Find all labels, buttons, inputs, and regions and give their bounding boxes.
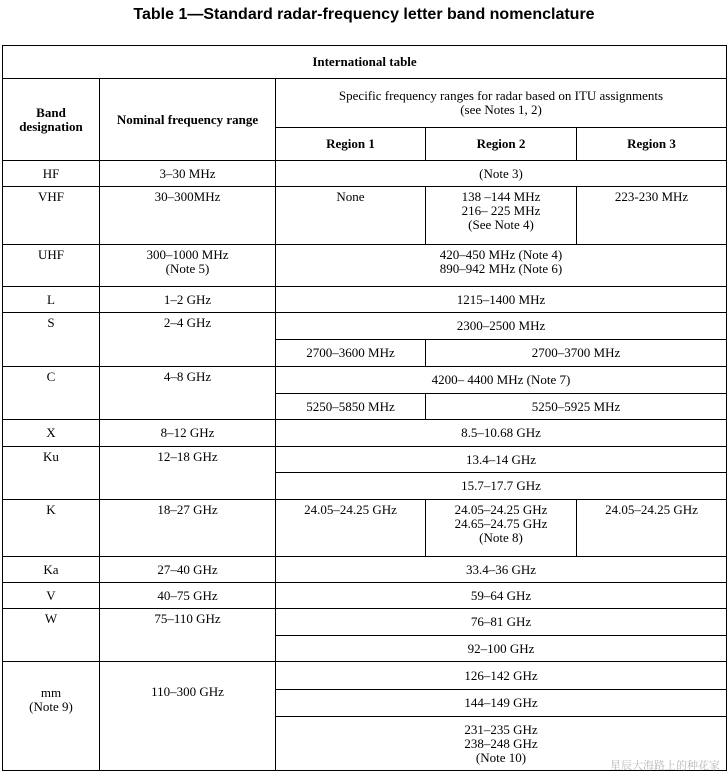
band-designation-header: Band designation — [3, 79, 100, 161]
band-cell: W — [3, 609, 100, 662]
region-1-cell: None — [276, 187, 426, 245]
range-cell: (Note 3) — [276, 161, 727, 187]
nominal-cell: 30–300MHz — [100, 187, 276, 245]
nominal-cell: 2–4 GHz — [100, 313, 276, 367]
range-cell: 15.7–17.7 GHz — [276, 473, 727, 500]
nominal-frequency-header: Nominal frequency range — [100, 79, 276, 161]
range-cell: 76–81 GHz — [276, 609, 727, 636]
table-row — [3, 557, 727, 583]
table-title: Table 1—Standard radar-frequency letter band nomenclature — [133, 6, 595, 23]
region-1-cell: 5250–5850 MHz — [276, 394, 426, 420]
table-row — [3, 245, 727, 287]
region-2-3-cell: 2700–3700 MHz — [426, 340, 727, 367]
table-row — [3, 500, 727, 557]
nominal-cell: 12–18 GHz — [100, 447, 276, 500]
range-cell: 4200– 4400 MHz (Note 7) — [276, 367, 727, 394]
region-2-cell: 24.05–24.25 GHz 24.65–24.75 GHz (Note 8) — [426, 500, 577, 557]
table-row — [3, 287, 727, 313]
range-cell: 8.5–10.68 GHz — [276, 420, 727, 447]
nominal-cell: 3–30 MHz — [100, 161, 276, 187]
watermark-text: 星辰大海路上的种花家 — [610, 759, 720, 772]
band-cell: Ku — [3, 447, 100, 500]
table-row — [3, 583, 727, 609]
nominal-cell: 4–8 GHz — [100, 367, 276, 420]
nominal-cell: 27–40 GHz — [100, 557, 276, 583]
range-cell: 2300–2500 MHz — [276, 313, 727, 340]
range-cell: 420–450 MHz (Note 4) 890–942 MHz (Note 6) — [276, 245, 727, 287]
region-3-cell: 223-230 MHz — [577, 187, 727, 245]
range-cell: 13.4–14 GHz — [276, 447, 727, 473]
region-2-3-cell: 5250–5925 MHz — [426, 394, 727, 420]
nominal-cell: 18–27 GHz — [100, 500, 276, 557]
nominal-cell: 40–75 GHz — [100, 583, 276, 609]
band-cell: X — [3, 420, 100, 447]
range-cell: 59–64 GHz — [276, 583, 727, 609]
region-2-cell: 138 –144 MHz 216– 225 MHz (See Note 4) — [426, 187, 577, 245]
range-cell: 231–235 GHz 238–248 GHz (Note 10) — [276, 717, 727, 771]
table-row — [3, 313, 727, 340]
band-cell: C — [3, 367, 100, 420]
band-cell: HF — [3, 161, 100, 187]
table-row — [3, 609, 727, 636]
international-table-header: International table — [3, 46, 727, 79]
range-cell: 1215–1400 MHz — [276, 287, 727, 313]
specific-ranges-title: Specific frequency ranges for radar based on ITU assignments — [338, 88, 664, 103]
table-row — [3, 161, 727, 187]
range-cell: 92–100 GHz — [276, 636, 727, 662]
specific-ranges-notes: (see Notes 1, 2) — [460, 102, 542, 117]
nominal-cell: 8–12 GHz — [100, 420, 276, 447]
nominal-cell: 1–2 GHz — [100, 287, 276, 313]
nominal-cell: 110–300 GHz — [100, 662, 276, 771]
table-row — [3, 367, 727, 394]
region-1-header: Region 1 — [276, 128, 426, 161]
table-row — [3, 187, 727, 245]
band-cell: UHF — [3, 245, 100, 287]
band-cell: L — [3, 287, 100, 313]
band-cell: VHF — [3, 187, 100, 245]
region-3-cell: 24.05–24.25 GHz — [577, 500, 727, 557]
table-row — [3, 662, 727, 690]
band-cell: V — [3, 583, 100, 609]
band-cell: Ka — [3, 557, 100, 583]
radar-band-table — [2, 45, 727, 771]
table-row — [3, 447, 727, 473]
band-cell: S — [3, 313, 100, 367]
range-cell: 126–142 GHz — [276, 662, 727, 690]
nominal-cell: 300–1000 MHz (Note 5) — [100, 245, 276, 287]
specific-ranges-header — [276, 79, 727, 128]
band-cell: K — [3, 500, 100, 557]
region-3-header: Region 3 — [577, 128, 727, 161]
range-cell: 33.4–36 GHz — [276, 557, 727, 583]
region-1-cell: 24.05–24.25 GHz — [276, 500, 426, 557]
table-row — [3, 420, 727, 447]
band-cell: mm (Note 9) — [3, 662, 100, 771]
range-cell: 144–149 GHz — [276, 690, 727, 717]
region-1-cell: 2700–3600 MHz — [276, 340, 426, 367]
region-2-header: Region 2 — [426, 128, 577, 161]
nominal-cell: 75–110 GHz — [100, 609, 276, 662]
